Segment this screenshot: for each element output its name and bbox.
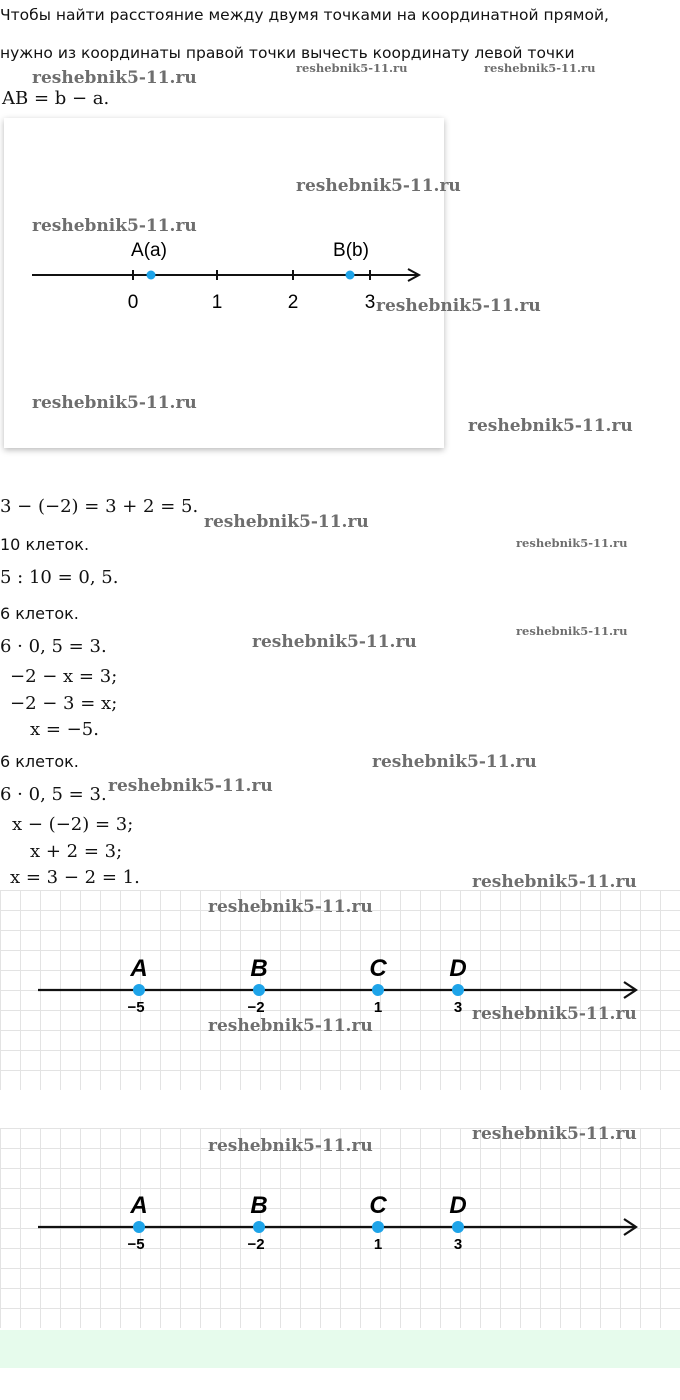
point-b	[253, 1221, 265, 1233]
watermark: reshebnik5-11.ru	[376, 296, 541, 316]
point-b-label: B(b)	[333, 240, 369, 261]
point-c	[372, 1221, 384, 1233]
point-c-letter: C	[369, 955, 387, 982]
solution-line-7: −2 − 3 = x;	[10, 693, 118, 714]
point-d	[452, 1221, 464, 1233]
watermark: reshebnik5-11.ru	[484, 61, 596, 75]
point-d-letter: D	[449, 955, 467, 982]
point-a	[133, 984, 145, 996]
point-b-letter: B	[250, 1192, 268, 1219]
point-a-letter: A	[130, 955, 148, 982]
watermark: reshebnik5-11.ru	[208, 1136, 373, 1156]
solution-line-6: −2 − x = 3;	[10, 666, 118, 687]
solution-line-5: 6 · 0, 5 = 3.	[0, 636, 107, 657]
watermark: reshebnik5-11.ru	[468, 416, 633, 436]
solution-line-12: x + 2 = 3;	[30, 841, 123, 862]
point-b	[253, 984, 265, 996]
watermark: reshebnik5-11.ru	[108, 776, 273, 796]
point-c-value: 1	[373, 999, 383, 1016]
watermark: reshebnik5-11.ru	[252, 632, 417, 652]
watermark: reshebnik5-11.ru	[296, 176, 461, 196]
watermark: reshebnik5-11.ru	[32, 68, 197, 88]
point-b	[346, 271, 355, 280]
point-a-letter: A	[130, 1192, 148, 1219]
tick-label-2: 2	[287, 292, 299, 313]
solution-line-1: 3 − (−2) = 3 + 2 = 5.	[0, 496, 199, 517]
watermark: reshebnik5-11.ru	[204, 512, 369, 532]
watermark: reshebnik5-11.ru	[32, 393, 197, 413]
point-c-letter: C	[369, 1192, 387, 1219]
point-c-value: 1	[373, 1236, 383, 1253]
intro-line-2: нужно из координаты правой точки вычесть координату левой точки	[0, 44, 575, 62]
point-a-value: −5	[127, 999, 145, 1016]
point-a-label: A(a)	[131, 240, 167, 261]
solution-line-8: x = −5.	[30, 719, 99, 740]
watermark: reshebnik5-11.ru	[516, 624, 628, 638]
watermark: reshebnik5-11.ru	[472, 872, 637, 892]
tick-label-1: 1	[211, 292, 223, 313]
watermark: reshebnik5-11.ru	[208, 897, 373, 917]
point-d	[452, 984, 464, 996]
watermark: reshebnik5-11.ru	[208, 1016, 373, 1036]
watermark: reshebnik5-11.ru	[296, 61, 408, 75]
solution-line-3: 5 : 10 = 0, 5.	[0, 567, 119, 588]
point-b-value: −2	[247, 1236, 265, 1253]
point-d-value: 3	[453, 1236, 463, 1253]
watermark: reshebnik5-11.ru	[32, 216, 197, 236]
point-c	[372, 984, 384, 996]
solution-line-4: 6 клеток.	[0, 604, 79, 623]
watermark: reshebnik5-11.ru	[516, 536, 628, 550]
solution-line-11: x − (−2) = 3;	[12, 814, 134, 835]
solution-line-9: 6 клеток.	[0, 752, 79, 771]
intro-line-1: Чтобы найти расстояние между двумя точками на координатной прямой,	[0, 6, 609, 24]
grid-number-line-2	[0, 1128, 680, 1328]
grid-number-line-1	[0, 890, 680, 1090]
point-a	[147, 271, 156, 280]
point-b-letter: B	[250, 955, 268, 982]
bottom-bar	[0, 1330, 680, 1368]
watermark: reshebnik5-11.ru	[472, 1124, 637, 1144]
point-d-letter: D	[449, 1192, 467, 1219]
point-b-value: −2	[247, 999, 265, 1016]
point-d-value: 3	[453, 999, 463, 1016]
watermark: reshebnik5-11.ru	[372, 752, 537, 772]
solution-line-2: 10 клеток.	[0, 535, 90, 554]
watermark: reshebnik5-11.ru	[472, 1004, 637, 1024]
point-a-value: −5	[127, 1236, 145, 1253]
tick-label-3: 3	[364, 292, 376, 313]
formula-ab: AB = b − a.	[2, 88, 110, 109]
solution-line-13: x = 3 − 2 = 1.	[10, 867, 140, 888]
point-a	[133, 1221, 145, 1233]
tick-label-0: 0	[127, 292, 139, 313]
grid-figure-1	[0, 890, 680, 1090]
solution-line-10: 6 · 0, 5 = 3.	[0, 784, 107, 805]
grid-figure-2	[0, 1128, 680, 1328]
